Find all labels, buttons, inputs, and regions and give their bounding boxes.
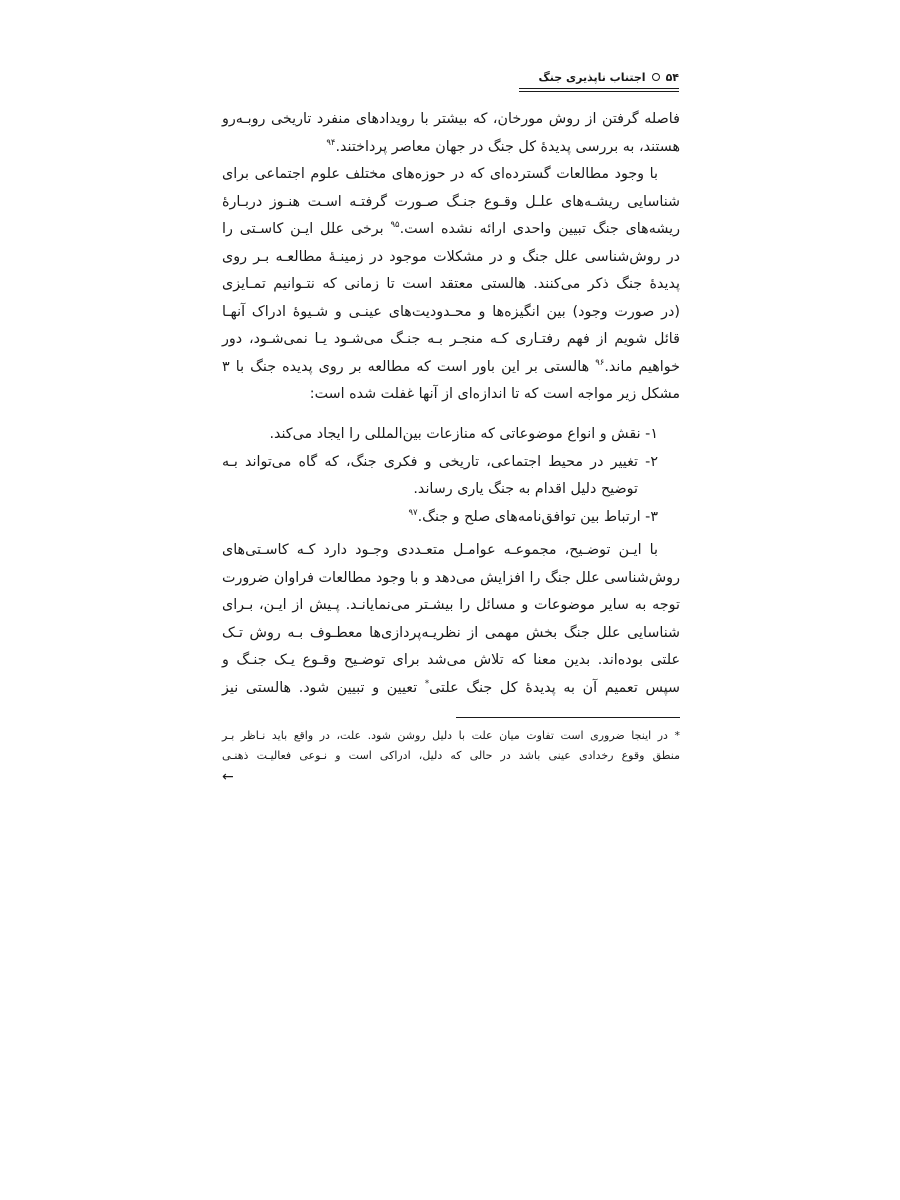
text-line: شناسایی ریشـه‌های علـل وقـوع جنـگ صـورت گرفتـه اسـت هنـوز دربـارهٔ <box>222 193 680 210</box>
running-title: اجتناب ناپذیری جنگ <box>538 70 646 84</box>
numbered-list <box>222 421 680 531</box>
list-item: ۳- ارتباط بین توافق‌نامه‌های صلح و جنگ.$^{۹۷}$ <box>408 507 658 525</box>
page-number: ۵۴ <box>665 70 679 84</box>
list-item-continuation: توضیح دلیل اقدام به جنگ یاری رساند. <box>413 481 638 497</box>
header-rule-double <box>519 91 679 92</box>
footnote-ref: ۹۶ <box>595 357 605 368</box>
text-line: قائل شویم از فهم رفتـاری کـه منجـر بـه جنـگ می‌شـود یـا نمی‌شـود، دور <box>222 331 680 347</box>
text-line: توجه به سایر موضوعات و مسائل را بیشـتر می‌نمایانـد. پـیش از ایـن، بـرای <box>222 597 680 613</box>
text-line: روش‌شناسی علل جنگ را افزایش می‌دهد و با وجود مطالعات فراوان ضرورت <box>222 569 680 586</box>
text-line: پدیدهٔ جنگ ذکر می‌کنند. هالستی معتقد است تا زمانی که نتـوانیم تمـایزی <box>222 276 680 292</box>
text-line: سپس تعمیم آن به پدیدهٔ کل جنگ علتی* تعیین و تبیین شود. هالستی نیز <box>222 678 680 696</box>
footnote-ref: * <box>424 678 430 689</box>
text-line: (در صورت وجود) بین انگیزه‌ها و محـدودیت‌های عینـی و شـیوهٔ ادراک آنهـا <box>222 303 680 320</box>
footnote-ref: ۹۴ <box>326 137 336 148</box>
text-line: علتی بوده‌اند. بدین معنا که تلاش می‌شد برای توضـیح وقـوع یـک جنـگ و <box>222 652 680 668</box>
footnote-ref: ۹۷ <box>408 507 418 518</box>
paragraph-block-2 <box>222 537 680 702</box>
text-line: خواهیم ماند.$^{۹۶}$ هالستی بر این باور است که مطالعه بر روی پدیده جنگ با ۳ <box>222 357 681 375</box>
circle-icon <box>652 73 660 81</box>
header-rule <box>519 88 679 89</box>
paragraph-block-1 <box>222 106 680 409</box>
text-line: فاصله گرفتن از روش مورخان، که بیشتر با رویدادهای منفرد تاریخی روبـه‌رو <box>222 111 680 127</box>
footnote-ref: ۹۵ <box>390 220 400 230</box>
footnote-rule <box>456 717 680 718</box>
text-line: با ایـن توضـیح، مجموعـه عوامـل متعـددی وجـود دارد کـه کاسـتی‌های <box>222 542 658 558</box>
footnote <box>222 726 680 766</box>
list-item: ۲- تغییر در محیط اجتماعی، تاریخی و فکری جنگ، که گاه می‌تواند بـه <box>222 453 658 470</box>
text-line: ریشه‌های جنگ تبیین واحدی ارائه نشده است.$^{۹۵}$ برخی علل ایـن کاسـتی را <box>222 220 680 237</box>
footnote-line: * در اینجا ضروری است تفاوت میان علت با دلیل روشن شود. علت، در واقع باید نـاظر بـر <box>222 729 680 742</box>
text-line: با وجود مطالعات گسترده‌ای که در حوزه‌های مختلف علوم اجتماعی برای <box>222 166 658 182</box>
text-line: شناسایی علل جنگ بخش مهمی از نظریـه‌پردازی‌ها معطـوف بـه روش تـک <box>222 624 680 641</box>
footnote-line: منطق وقوع رخدادی عینی باشد در حالی که دلیل، ادراکی است و نـوعی فعالیـت ذهنـی <box>222 749 680 762</box>
text-line: در روش‌شناسی علل جنگ و در مشکلات موجود در زمینـهٔ مطالعـه بـر روی <box>222 248 680 265</box>
text-line: هستند، به بررسی پدیدهٔ کل جنگ در جهان معاصر پرداختند.$^{۹۴}$ <box>326 137 680 155</box>
arrow-left-icon: ← <box>222 769 234 785</box>
running-header <box>519 66 679 88</box>
text-line: مشکل زیر مواجه است که تا اندازه‌ای از آنها غفلت شده است: <box>309 386 680 402</box>
list-item: ۱- نقش و انواع موضوعاتی که منازعات بین‌المللی را ایجاد می‌کند. <box>269 426 658 442</box>
